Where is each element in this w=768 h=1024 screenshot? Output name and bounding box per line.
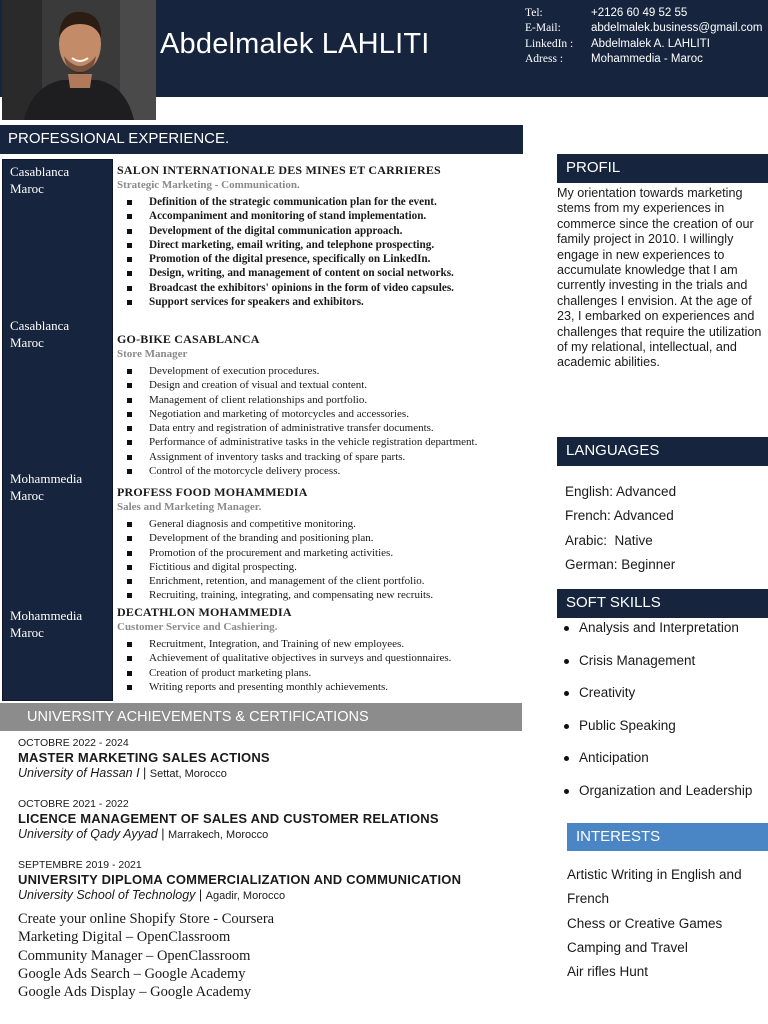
certifications-list: [18, 910, 274, 1001]
interests-section-title: INTERESTS: [567, 823, 768, 851]
contact-address: [525, 52, 762, 67]
certification-item: Create your online Shopify Store - Coursera: [18, 911, 275, 927]
education-degree: UNIVERSITY DIPLOMA COMMERCIALIZATION AND COMMUNICATION: [18, 872, 462, 887]
list-item: Definition of the strategic communication plan for the event.: [117, 195, 537, 209]
job-location: Casablanca Maroc: [10, 318, 70, 350]
list-item: Data entry and registration of administrative transfer documents.: [117, 421, 537, 435]
list-item: Fictitious and digital prospecting.: [117, 560, 537, 574]
school-place: Settat, Morocco: [149, 768, 227, 780]
interest-item: Chess or Creative Games: [567, 915, 723, 931]
school-name: University School of Technology: [18, 888, 196, 902]
list-item: Organization and Leadership: [563, 783, 752, 816]
education-date: OCTOBRE 2021 - 2022: [18, 798, 129, 810]
education-entry: [18, 859, 528, 902]
education-school: University of Hassan I | Settat, Morocco: [18, 766, 227, 780]
language-item: English: Advanced: [565, 484, 677, 499]
list-item: Development of the digital communication approach.: [117, 224, 537, 238]
list-item: Management of client relationships and portfolio.: [117, 393, 537, 407]
list-item: Control of the motorcycle delivery process.: [117, 464, 537, 478]
profile-text: My orientation towards marketing stems from my experiences in commerce since the creation of our family project in 2010. I willingly engage in new experiences to accumulate knowledge that I am currently investing in the trials and challenges I envision. At the age of 23, I embarked on experiences and challenges that require the utilization of my relational, intellectual, and academic abilities.: [557, 186, 762, 370]
certification-item: Community Manager – OpenClassroom: [18, 947, 251, 964]
school-name: University of Hassan I: [18, 766, 140, 780]
list-item: Development of the branding and positioning plan.: [117, 531, 537, 545]
job-tasks: [117, 195, 537, 309]
job-location: Mohammedia Maroc: [10, 471, 83, 503]
education-entry: [18, 737, 528, 780]
job-role: Strategic Marketing - Communication.: [117, 179, 300, 191]
list-item: Writing reports and presenting monthly achievements.: [117, 680, 537, 694]
list-item: Crisis Management: [563, 653, 752, 686]
education-entry: [18, 798, 528, 841]
list-item: Development of execution procedures.: [117, 364, 537, 378]
contact-linkedin: [525, 37, 762, 52]
list-item: Accompaniment and monitoring of stand implementation.: [117, 209, 537, 223]
education-school: University School of Technology | Agadir, Morocco: [18, 888, 286, 902]
job-company: GO-BIKE CASABLANCA: [117, 332, 260, 346]
list-item: Support services for speakers and exhibitors.: [117, 295, 537, 309]
contact-value[interactable]: Abdelmalek A. LAHLITI: [591, 37, 710, 50]
list-item: Recruiting, training, integrating, and compensating new recruits.: [117, 588, 537, 602]
profile-photo: [2, 0, 156, 120]
list-item: Analysis and Interpretation: [563, 620, 752, 653]
list-item: Performance of administrative tasks in the vehicle registration department.: [117, 435, 537, 449]
list-item: General diagnosis and competitive monitoring.: [117, 517, 537, 531]
interest-item: Camping and Travel: [567, 939, 688, 955]
contact-label: Adress :: [525, 53, 564, 66]
list-item: Enrichment, retention, and management of the client portfolio.: [117, 574, 537, 588]
list-item: Public Speaking: [563, 718, 752, 751]
contact-label: LinkedIn :: [525, 37, 574, 50]
languages-list: [565, 480, 676, 577]
job-company: DECATHLON MOHAMMEDIA: [117, 605, 292, 619]
contact-label: Tel:: [525, 7, 543, 19]
list-item: Direct marketing, email writing, and telephone prospecting.: [117, 238, 537, 252]
job-tasks: [117, 637, 537, 694]
language-item: Arabic: Native: [565, 532, 653, 548]
education-date: SEPTEMBRE 2019 - 2021: [18, 859, 142, 871]
list-item: Negotiation and marketing of motorcycles and accessories.: [117, 407, 537, 421]
job-location: Mohammedia Maroc: [10, 608, 83, 640]
contact-phone: [525, 6, 762, 21]
job-entry: [117, 605, 537, 694]
school-place: Marrakech, Morocco: [167, 829, 269, 841]
school-name: University of Qady Ayyad: [18, 827, 158, 841]
education-section-title: UNIVERSITY ACHIEVEMENTS & CERTIFICATIONS: [0, 703, 522, 731]
job-company: SALON INTERNATIONALE DES MINES ET CARRIERES: [117, 163, 441, 177]
candidate-name: Abdelmalek LAHLITI: [160, 28, 430, 60]
language-item: German: Beginner: [565, 556, 676, 572]
interests-list: [567, 863, 767, 984]
contact-value: Mohammedia - Maroc: [591, 53, 703, 66]
list-item: Achievement of qualitative objectives in surveys and questionnaires.: [117, 651, 537, 665]
contact-block: [525, 6, 762, 68]
contact-value[interactable]: abdelmalek.business@gmail.com: [591, 22, 763, 35]
job-tasks: [117, 364, 537, 478]
list-item: Creation of product marketing plans.: [117, 666, 537, 680]
contact-value: +2126 60 49 52 55: [591, 7, 688, 19]
language-item: French: Advanced: [565, 508, 674, 524]
list-item: Creativity: [563, 685, 752, 718]
languages-section-title: LANGUAGES: [557, 437, 768, 466]
list-item: Recruitment, Integration, and Training of new employees.: [117, 637, 537, 651]
list-item: Design and creation of visual and textual content.: [117, 378, 537, 392]
contact-label: E-Mail:: [525, 22, 561, 35]
job-role: Store Manager: [117, 348, 188, 360]
job-location: Casablanca Maroc: [10, 164, 70, 196]
list-item: Assignment of inventory tasks and tracking of spare parts.: [117, 450, 537, 464]
certification-item: Marketing Digital – OpenClassroom: [18, 929, 231, 946]
job-entry: [117, 332, 537, 478]
education-degree: MASTER MARKETING SALES ACTIONS: [18, 750, 270, 765]
list-item: Design, writing, and management of content on social networks.: [117, 266, 537, 280]
interest-item: Artistic Writing in English and French: [567, 867, 742, 907]
experience-section-title: PROFESSIONAL EXPERIENCE.: [0, 125, 523, 154]
certification-item: Google Ads Display – Google Academy: [18, 984, 252, 1001]
interest-item: Air rifles Hunt: [567, 964, 649, 980]
certification-item: Google Ads Search – Google Academy: [18, 965, 246, 982]
list-item: Anticipation: [563, 750, 752, 783]
job-tasks: [117, 517, 537, 603]
job-role: Customer Service and Cashiering.: [117, 621, 278, 633]
soft-skills-section-title: SOFT SKILLS: [557, 589, 768, 618]
school-place: Agadir, Morocco: [205, 890, 286, 902]
job-entry: [117, 163, 537, 309]
education-school: University of Qady Ayyad | Marrakech, Morocco: [18, 827, 269, 841]
education-degree: LICENCE MANAGEMENT OF SALES AND CUSTOMER RELATIONS: [18, 811, 439, 826]
profile-section-title: PROFIL: [557, 154, 768, 183]
list-item: Promotion of the procurement and marketing activities.: [117, 546, 537, 560]
contact-email: [525, 21, 762, 36]
education-date: OCTOBRE 2022 - 2024: [18, 737, 129, 749]
soft-skills-list: [563, 620, 752, 816]
list-item: Promotion of the digital presence, specifically on LinkedIn.: [117, 252, 537, 266]
list-item: Broadcast the exhibitors' opinions in the form of video capsules.: [117, 281, 537, 295]
job-company: PROFESS FOOD MOHAMMEDIA: [117, 485, 308, 499]
job-entry: [117, 485, 537, 603]
job-role: Sales and Marketing Manager.: [117, 501, 262, 513]
